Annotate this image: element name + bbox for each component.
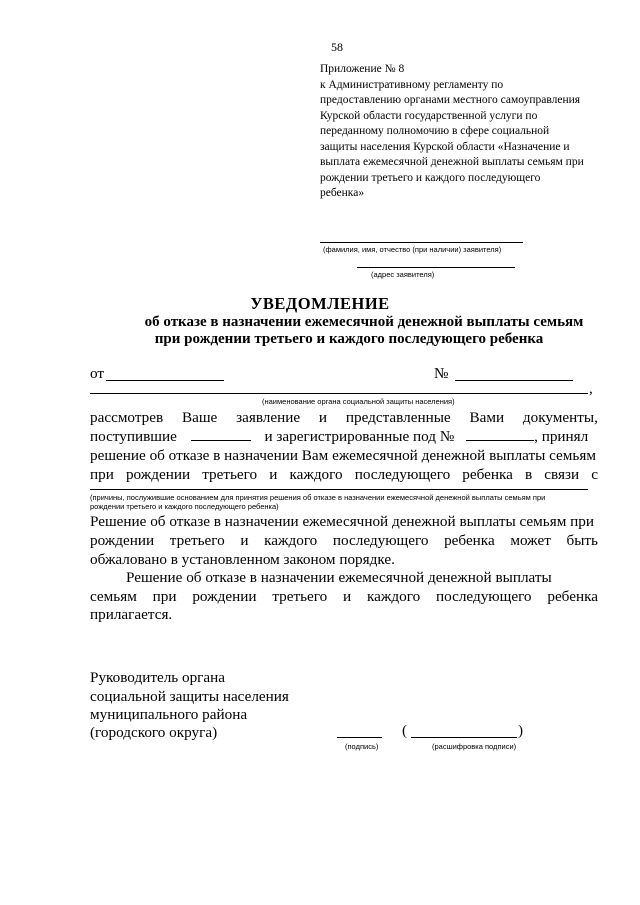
- applicant-address-line: [357, 267, 515, 268]
- signature-line: [337, 737, 382, 738]
- appendix-line: Курской области государственной услуги по: [320, 109, 538, 122]
- word: быть: [566, 532, 598, 549]
- paragraph-3-line-3: прилагается.: [90, 606, 173, 623]
- appendix-line: предоставлению органами местного самоуправления: [320, 94, 581, 106]
- word: при: [90, 466, 114, 483]
- word: ребенка: [547, 588, 598, 605]
- number-line: [455, 380, 573, 381]
- appendix-line: рождении третьего и каждого последующего: [320, 171, 541, 184]
- org-line: [90, 393, 588, 394]
- word: и: [269, 466, 278, 483]
- appendix-line: ребенка»: [320, 187, 365, 199]
- word: связи: [544, 466, 580, 483]
- signatory-line-2: социальной защиты населения: [90, 688, 289, 705]
- word: рождении: [90, 532, 155, 549]
- paragraph-2-line-2: [90, 532, 598, 550]
- word: представленные: [345, 409, 451, 426]
- word: третьего: [272, 588, 328, 605]
- decoding-open-paren: (: [402, 722, 408, 739]
- word: Вами: [469, 409, 505, 426]
- word: ребенка: [444, 532, 495, 549]
- word: каждого: [264, 532, 318, 549]
- document-title: УВЕДОМЛЕНИЕ: [250, 294, 390, 313]
- applicant-name-caption: (фамилия, имя, отчество (при наличии) заявителя): [323, 245, 502, 254]
- paragraph-1-line-1: [90, 409, 598, 427]
- appendix-title: Приложение № 8: [320, 63, 405, 75]
- applicant-name-line: [320, 242, 523, 243]
- word: последующего: [354, 466, 451, 483]
- page-number: 58: [331, 40, 343, 54]
- word: документы,: [522, 409, 598, 426]
- word: в: [525, 466, 533, 483]
- paragraph-1-line-4: [90, 466, 598, 484]
- registered-label: и зарегистрированные под №: [264, 428, 455, 445]
- accepted-label: , принял: [534, 428, 589, 445]
- signatory-line-4: (городского округа): [90, 724, 218, 741]
- word: ребенка: [462, 466, 513, 483]
- appendix-line: выплата ежемесячной денежной выплаты семьям при: [320, 156, 584, 168]
- decoding-line: [411, 737, 517, 738]
- org-caption: (наименование органа социальной защиты населения): [262, 397, 455, 406]
- word: и: [240, 532, 249, 549]
- paragraph-2-line-3: обжаловано в установленном законом порядке.: [90, 551, 395, 568]
- paragraph-1-line-3: решение об отказе в назначении Вам ежемесячной денежной выплаты семьям: [90, 447, 596, 464]
- word: последующего: [436, 588, 532, 605]
- paragraph-3-line-1: Решение об отказе в назначении ежемесячной денежной выплаты: [126, 569, 552, 586]
- document-subtitle-1: об отказе в назначении ежемесячной денежной выплаты семьям: [144, 314, 584, 330]
- appendix-header: [320, 62, 584, 202]
- received-label: поступившие: [90, 428, 177, 445]
- appendix-line: защиты населения Курской области «Назначение и: [320, 140, 570, 153]
- paragraph-1-line-2: [90, 428, 598, 446]
- registration-number-blank: [466, 440, 534, 441]
- decoding-close-paren: ): [518, 722, 524, 739]
- from-label: от: [90, 365, 105, 382]
- reasons-line: [90, 489, 588, 490]
- word: каждого: [367, 588, 421, 605]
- word: при: [152, 588, 177, 605]
- word: рождении: [125, 466, 191, 483]
- word: третьего: [202, 466, 258, 483]
- word: рассмотрев: [90, 409, 164, 426]
- signatory-line-3: муниципального района: [90, 706, 248, 723]
- word: Ваше: [181, 409, 218, 426]
- applicant-address-caption: (адрес заявителя): [371, 270, 435, 279]
- word: каждого: [289, 466, 343, 483]
- word: с: [591, 466, 598, 483]
- number-label: №: [434, 365, 449, 382]
- word: третьего: [169, 532, 225, 549]
- date-line: [106, 380, 224, 381]
- decoding-caption: (расшифровка подписи): [432, 742, 517, 751]
- word: семьям: [90, 588, 137, 605]
- signatory-line-1: Руководитель органа: [90, 669, 226, 686]
- word: и: [343, 588, 352, 605]
- word: заявление: [236, 409, 301, 426]
- word: рождении: [192, 588, 257, 605]
- word: может: [510, 532, 551, 549]
- word: и: [318, 409, 328, 426]
- org-line-comma: ,: [589, 380, 593, 397]
- received-date-blank: [191, 440, 251, 441]
- appendix-line: переданному полномочию в сфере социальной: [320, 125, 550, 137]
- reasons-caption-2: рождении третьего и каждого последующего ребенка): [90, 502, 279, 511]
- paragraph-2-line-1: Решение об отказе в назначении ежемесячной денежной выплаты семьям при: [90, 513, 594, 530]
- word: последующего: [332, 532, 429, 549]
- signature-caption: (подпись): [345, 742, 379, 751]
- appendix-line: к Административному регламенту по: [320, 78, 504, 91]
- paragraph-3-line-2: [90, 588, 598, 606]
- reasons-caption-1: (причины, послужившие основанием для принятия решения об отказе в назначении ежемесячной денежной выплаты семьям при: [90, 493, 546, 502]
- document-subtitle-2: при рождении третьего и каждого последующего ребенка: [154, 331, 544, 347]
